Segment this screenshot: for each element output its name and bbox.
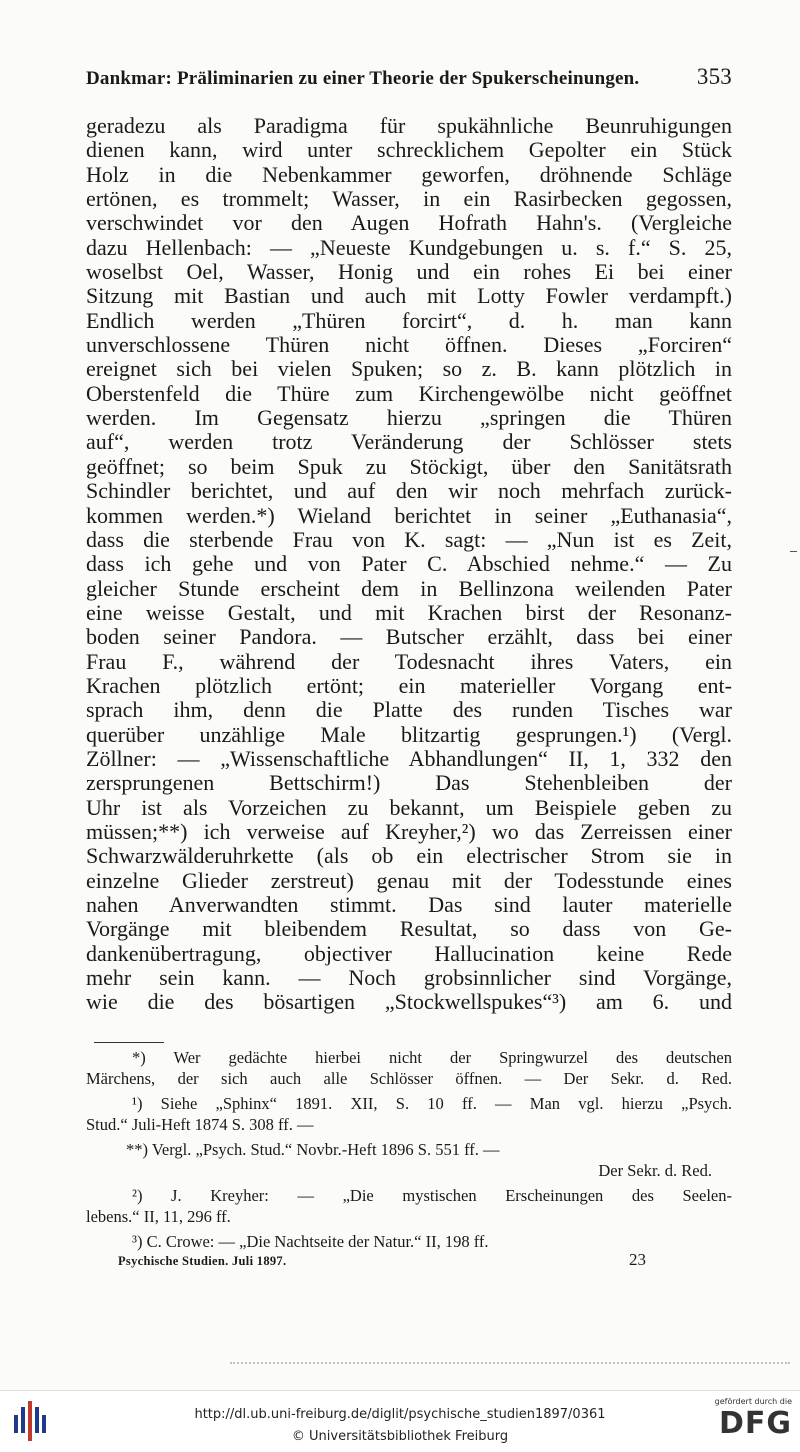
text-line: Schindler berichtet, und auf den wir noch mehrfach zurück- <box>86 479 732 504</box>
text-line: zersprungenen Bettschirm!) Das Stehenbleiben der <box>86 771 732 796</box>
text-line: Uhr ist als Vorzeichen zu bekannt, um Beispiele geben zu <box>86 795 732 820</box>
text-line: unverschlossene Thüren nicht öffnen. Dieses „Forciren“ <box>86 333 732 358</box>
dfg-funding-note: gefördert durch die <box>714 1397 792 1406</box>
footnote-line: *) Wer gedächte hierbei nicht der Springwurzel des deutschen <box>132 1048 732 1067</box>
footnote-line: Der Sekr. d. Red. <box>598 1160 712 1180</box>
footnote-line: ²) J. Kreyher: — „Die mystischen Erscheinungen des Seelen- <box>132 1186 732 1205</box>
copyright-text: © Universitätsbibliothek Freiburg <box>291 1429 509 1444</box>
text-line: kommen werden.*) Wieland berichtet in seiner „Euthanasia“, <box>86 503 732 528</box>
viewer-footer-bar <box>0 1390 800 1452</box>
dfg-logo-text: DFG <box>718 1406 792 1441</box>
text-line: boden seiner Pandora. — Butscher erzählt, dass bei einer <box>86 625 732 650</box>
text-line: dazu Hellenbach: — „Neueste Kundgebungen u. s. f.“ S. 25, <box>86 235 732 260</box>
text-line: dass ich gehe und von Pater C. Abschied nehme.“ — Zu <box>86 552 732 577</box>
text-line: eine weisse Gestalt, und mit Krachen birst der Resonanz- <box>86 600 732 625</box>
text-line: nahen Anverwandten stimmt. Das sind lauter materielle <box>86 893 732 917</box>
dfg-logo[interactable] <box>706 1397 792 1447</box>
scan-specks <box>230 1362 790 1368</box>
text-line: einzelne Glieder zerstreut) genau mit der Todesstunde eines <box>86 868 732 893</box>
page-url-link[interactable]: http://dl.ub.uni-freiburg.de/diglit/psychische_studien1897/0361 <box>194 1407 606 1422</box>
footnote-line: ¹) Siehe „Sphinx“ 1891. XII, S. 10 ff. — Man vgl. hierzu „Psych. <box>132 1094 732 1113</box>
margin-mark <box>790 551 797 552</box>
main-text <box>86 114 732 1015</box>
text-line: Holz in die Nebenkammer geworfen, dröhnende Schläge <box>86 162 732 187</box>
page-number: 353 <box>696 64 732 89</box>
text-line: querüber unzählige Male blitzartig gesprungen.¹) (Vergl. <box>86 722 732 747</box>
text-line: dankenübertragung, objectiver Hallucination keine Rede <box>86 941 732 966</box>
page-footer <box>118 1250 646 1270</box>
text-line: dienen kann, wird unter schrecklichem Gepolter ein Stück <box>86 138 732 163</box>
text-line: Schwarzwälderuhrkette (als ob ein electrischer Strom sie in <box>86 844 732 869</box>
text-line: Zöllner: — „Wissenschaftliche Abhandlungen“ II, 1, 332 den <box>86 746 732 771</box>
text-line: ertönen, es trommelt; Wasser, in ein Rasirbecken gegossen, <box>86 187 732 212</box>
text-line: auf“, werden trotz Veränderung der Schlösser stets <box>86 430 732 455</box>
text-line: werden. Im Gegensatz hierzu „springen die Thüren <box>86 406 732 431</box>
text-line: verschwindet vor den Augen Hofrath Hahn's. (Vergleiche <box>86 211 732 236</box>
text-line: geöffnet; so beim Spuk zu Stöckigt, über den Sanitätsrath <box>86 454 732 479</box>
text-line: Frau F., während der Todesnacht ihres Vaters, ein <box>86 649 732 674</box>
text-line: mehr sein kann. — Noch grobsinnlicher sind Vorgänge, <box>86 966 732 991</box>
footnote-line: lebens.“ II, 11, 296 ff. <box>86 1206 231 1226</box>
text-line: dass die sterbende Frau von K. sagt: — „Nun ist es Zeit, <box>86 527 732 552</box>
sheet-signature: 23 <box>629 1250 646 1269</box>
text-line: Sitzung mit Bastian und auch mit Lotty Fowler verdampft.) <box>86 284 732 309</box>
text-line: Vorgänge mit bleibendem Resultat, so dass von Ge- <box>86 917 732 942</box>
text-line: sprach ihm, denn die Platte des runden Tisches war <box>86 698 732 723</box>
footnote-line: Märchens, der sich auch alle Schlösser öffnen. — Der Sekr. d. Red. <box>86 1068 732 1088</box>
text-line: gleicher Stunde erscheint dem in Bellinzona weilenden Pater <box>86 576 732 601</box>
running-header <box>86 64 732 94</box>
text-line: Krachen plötzlich ertönt; ein materieller Vorgang ent- <box>86 673 732 698</box>
footnote-line: Stud.“ Juli-Heft 1874 S. 308 ff. — <box>86 1114 314 1134</box>
text-line: woselbst Oel, Wasser, Honig und ein rohes Ei bei einer <box>86 260 732 285</box>
text-line: wie die des bösartigen „Stockwellspukes“³) am 6. und <box>86 990 732 1015</box>
journal-signature: Psychische Studien. Juli 1897. <box>118 1254 287 1268</box>
text-line: Oberstenfeld die Thüre zum Kirchengewölbe nicht geöffnet <box>86 381 732 406</box>
footnote-line: **) Vergl. „Psych. Stud.“ Novbr.-Heft 1896 S. 551 ff. — <box>126 1140 500 1159</box>
footnote-rule <box>94 1042 164 1043</box>
text-line: ereignet sich bei vielen Spuken; so z. B. kann plötzlich in <box>86 357 732 382</box>
text-line: Endlich werden „Thüren forcirt“, d. h. man kann <box>86 308 732 333</box>
footnotes <box>86 1048 732 1253</box>
running-title: Dankmar: Präliminarien zu einer Theorie der Spukerscheinungen. <box>86 68 640 89</box>
text-line: geradezu als Paradigma für spukähnliche Beunruhigungen <box>86 114 732 138</box>
text-line: müssen;**) ich verweise auf Kreyher,²) wo das Zerreissen einer <box>86 819 732 844</box>
footnote-line: ³) C. Crowe: — „Die Nachtseite der Natur.“ II, 198 ff. <box>132 1232 489 1251</box>
